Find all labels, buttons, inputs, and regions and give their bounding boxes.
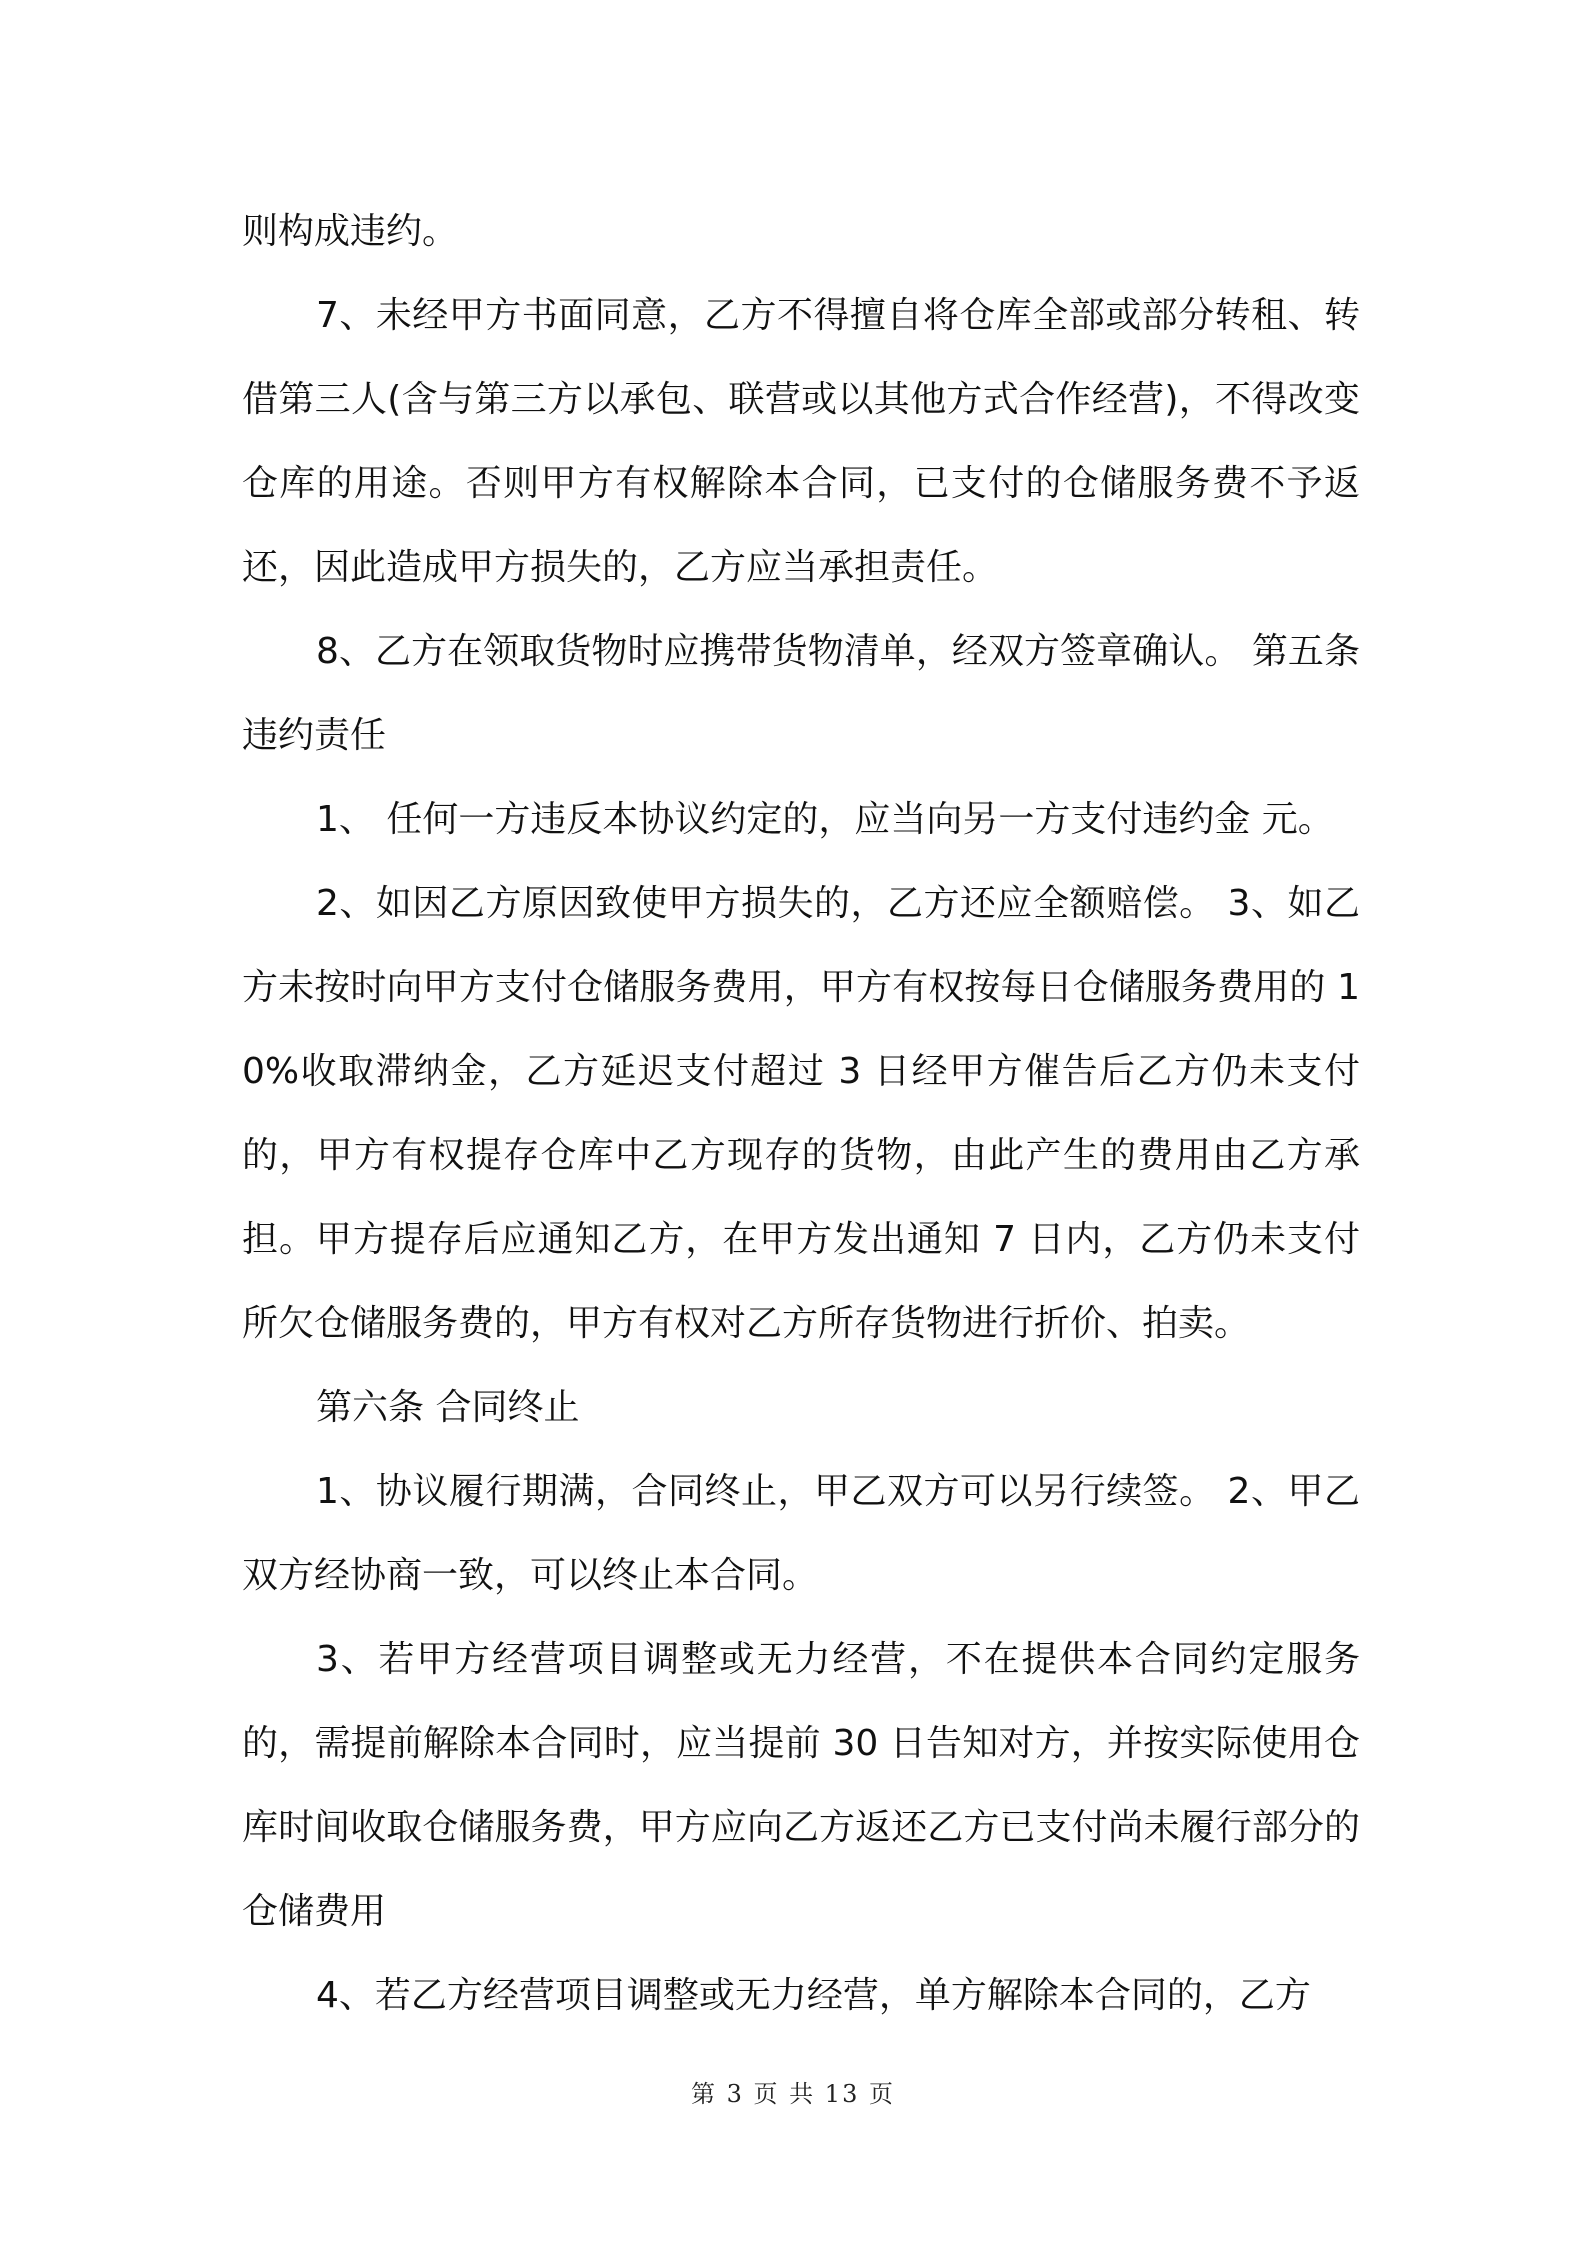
paragraph-breach-2-3: 2、如因乙方原因致使甲方损失的，乙方还应全额赔偿。 3、如乙方未按时向甲方支付仓储服务费用，甲方有权按每日仓储服务费用的 10%收取滞纳金，乙方延迟支付超过 3 日经甲方催告后乙方仍未支付的，甲方有权提存仓库中乙方现存的货物，由此产生的费用由乙方承担。甲方提存后应通知乙方，在甲方发出通知 7 日内，乙方仍未支付所欠仓储服务费的，甲方有权对乙方所存货物进行折价、拍卖。 (242, 883, 1360, 1344)
page-number-footer: 第 3 页 共 13 页 (691, 2080, 895, 2108)
paragraph-termination-3: 3、若甲方经营项目调整或无力经营，不在提供本合同约定服务的，需提前解除本合同时，应当提前 30 日告知对方，并按实际使用仓库时间收取仓储服务费，甲方应向乙方返还乙方已支付尚未履行部分的仓储费用 (242, 1639, 1360, 1932)
paragraph-clause-7: 7、未经甲方书面同意，乙方不得擅自将仓库全部或部分转租、转借第三人(含与第三方以承包、联营或以其他方式合作经营)，不得改变仓库的用途。否则甲方有权解除本合同，已支付的仓储服务费不予返还，因此造成甲方损失的，乙方应当承担责任。 (242, 295, 1360, 588)
document-body (242, 190, 1360, 2038)
section-heading-termination: 第六条 合同终止 (316, 1387, 580, 1428)
paragraph-termination-1-2: 1、协议履行期满，合同终止，甲乙双方可以另行续签。 2、甲乙双方经协商一致，可以终止本合同。 (242, 1471, 1360, 1596)
paragraph-clause-8: 8、乙方在领取货物时应携带货物清单，经双方签章确认。 第五条 违约责任 (242, 631, 1360, 756)
paragraph-1: 则构成违约。 (242, 211, 459, 252)
paragraph-breach-1: 1、 任何一方违反本协议约定的，应当向另一方支付违约金 元。 (316, 799, 1334, 840)
paragraph-termination-4: 4、若乙方经营项目调整或无力经营，单方解除本合同的，乙方 (316, 1975, 1311, 2016)
